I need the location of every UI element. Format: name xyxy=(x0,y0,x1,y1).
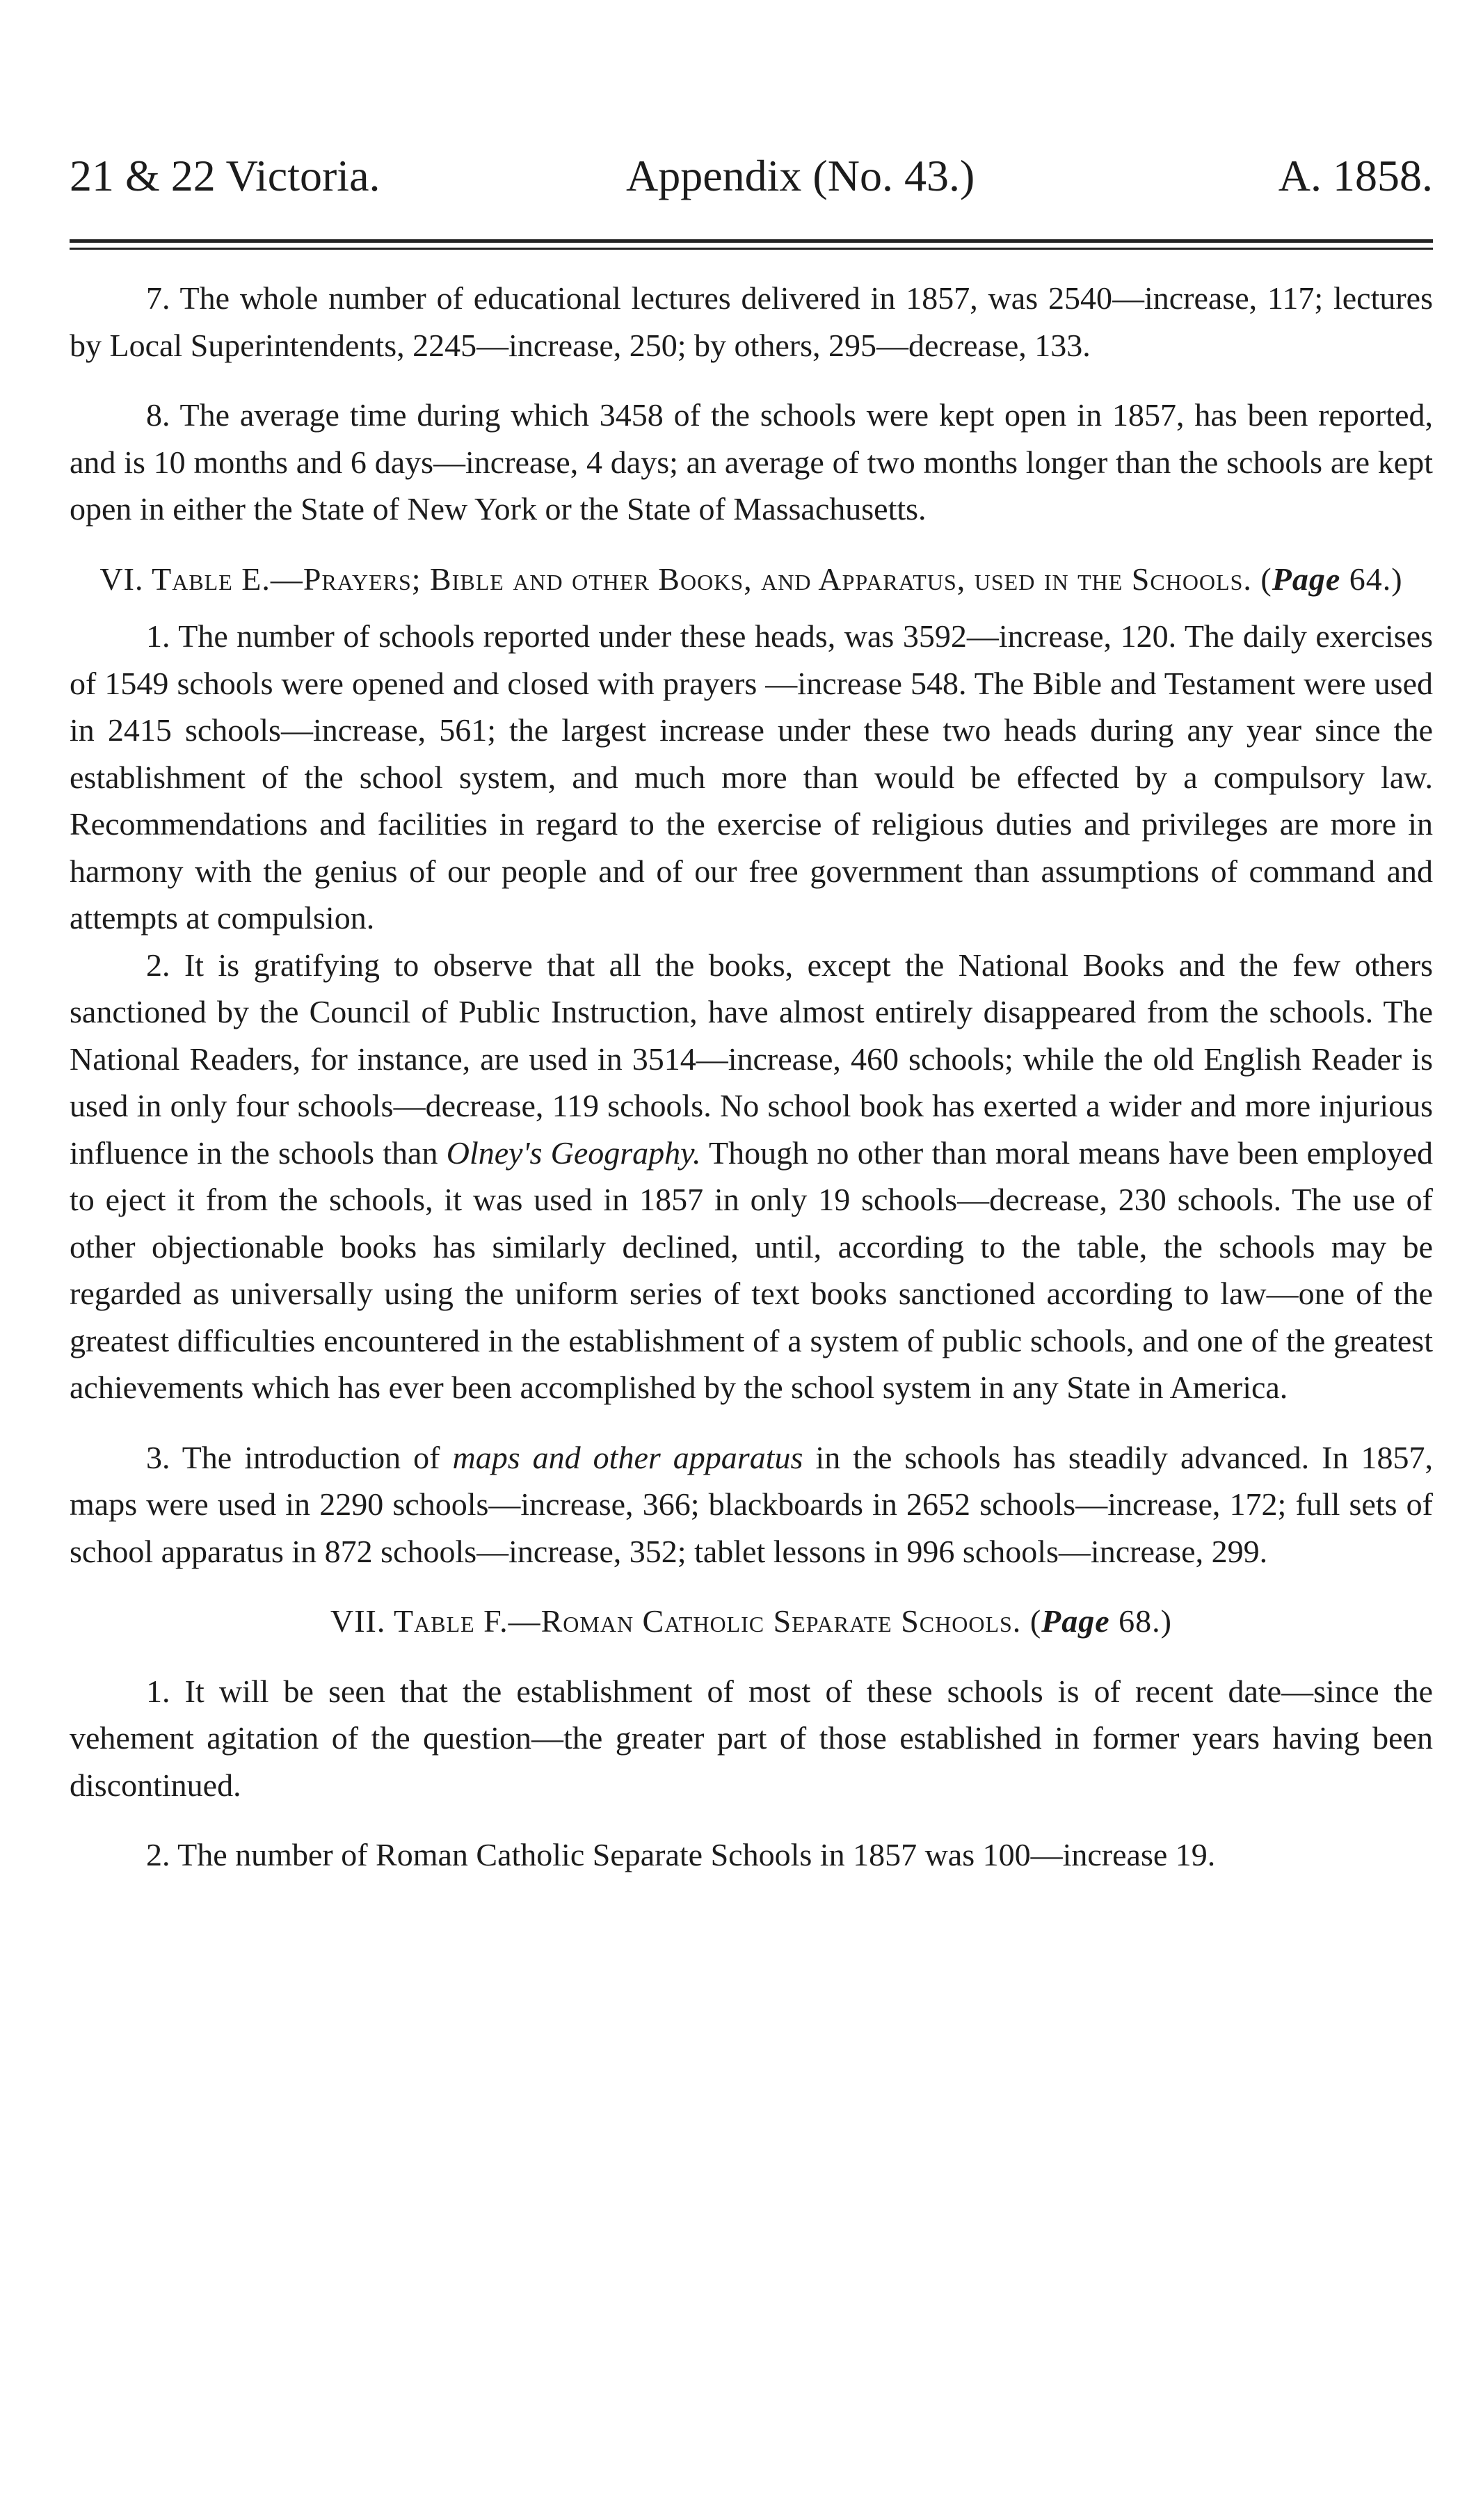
running-head-center: Appendix (No. 43.) xyxy=(626,151,975,200)
body-text xyxy=(70,275,1433,1879)
section-7-paragraph-1: 1. It will be seen that the establishment of most of these schools is of recent date—since the vehement agitation of the question—the greater part of those established in former years having been discontinued. xyxy=(70,1673,1433,1803)
section-6-heading-page: (Page 64.) xyxy=(1260,561,1403,597)
section-6-heading-main: VI. Table E.—Prayers; Bible and other Books, and Apparatus, used in the Schools. xyxy=(99,561,1252,597)
section-7-heading-page: (Page 68.) xyxy=(1029,1603,1172,1639)
running-head-right: A. 1858. xyxy=(1278,151,1433,200)
section-6-paragraph-2 xyxy=(70,942,1433,1411)
section-6-page-word: Page xyxy=(1272,561,1341,597)
section-7-heading xyxy=(70,1598,1433,1645)
running-head-left: 21 & 22 Victoria. xyxy=(70,151,380,200)
section-6-heading xyxy=(70,556,1433,603)
paragraph-7: 7. The whole number of educational lectures delivered in 1857, was 2540—increase, 117; lectures by Local Superintendents, 2245—increase, 250; by others, 295—decrease, 133. xyxy=(70,280,1433,363)
section-7-page-word: Page xyxy=(1041,1603,1110,1639)
section-7-page-number: 68.) xyxy=(1119,1603,1172,1639)
section-6-paragraph-3 xyxy=(70,1434,1433,1575)
document-page xyxy=(70,0,1433,2520)
section-6-page-number: 64.) xyxy=(1349,561,1403,597)
section-6-paragraph-2-part-a: 2. It is gratifying to observe that all the books, except the National Books and the few others sanctioned by the Council of Public Instruction, have almost entirely disappeared from the schools. The National Readers, for instance, are used in 3514—increase, 460 schools; while the old English Reader is used in only four schools—decrease, 119 schools. No school book has exerted a wider and more injurious influence in the schools than xyxy=(70,947,1433,1171)
section-6-paragraph-3-italic: maps and other apparatus xyxy=(452,1439,803,1475)
section-7-heading-main: VII. Table F.—Roman Catholic Separate Schools. xyxy=(330,1603,1022,1639)
running-head xyxy=(70,145,1433,207)
section-6-paragraph-2-italic: Olney's Geography. xyxy=(446,1134,701,1171)
header-rule-thin xyxy=(70,248,1433,250)
section-6-paragraph-1: 1. The number of schools reported under these heads, was 3592—increase, 120. The daily exercises of 1549 schools were opened and closed with prayers —increase 548. The Bible and Testament were used in 2415 schools—increase, 561; the largest increase under these two heads during any year since the establishment of the school system, and much more than would be effected by a compulsory law. Recommendations and facilities in regard to the exercise of religious duties and privileges are more in harmony with the genius of our people and of our free government than assumptions of command and attempts at compulsion. xyxy=(70,618,1433,936)
section-6-paragraph-3-part-b: in the schools has steadily advanced. In 1857, maps were used in 2290 schools—increase, 366; blackboards in 2652 schools—increase, 172; full sets of school apparatus in 872 schools—increase, 352; tablet lessons in 996 schools—increase, 299. xyxy=(70,1439,1433,1569)
section-7-paragraph-2: 2. The number of Roman Catholic Separate Schools in 1857 was 100—increase 19. xyxy=(146,1837,1216,1872)
section-6-paragraph-3-part-a: 3. The introduction of xyxy=(146,1439,440,1475)
paragraph-8: 8. The average time during which 3458 of the schools were kept open in 1857, has been reported, and is 10 months and 6 days—increase, 4 days; an average of two months longer than the schools are kept open in either the State of New York or the State of Massachusetts. xyxy=(70,397,1433,527)
section-6-paragraph-2-part-b: Though no other than moral means have been employed to eject it from the schools, it was used in 1857 in only 19 schools—decrease, 230 schools. The use of other objectionable books has similarly declined, until, according to the table, the schools may be regarded as universally using the uniform series of text books sanctioned according to law—one of the greatest difficulties encountered in the establishment of a system of public schools, and one of the greatest achievements which has ever been accomplished by the school system in any State in America. xyxy=(70,1134,1434,1405)
header-rule-thick xyxy=(70,239,1433,243)
